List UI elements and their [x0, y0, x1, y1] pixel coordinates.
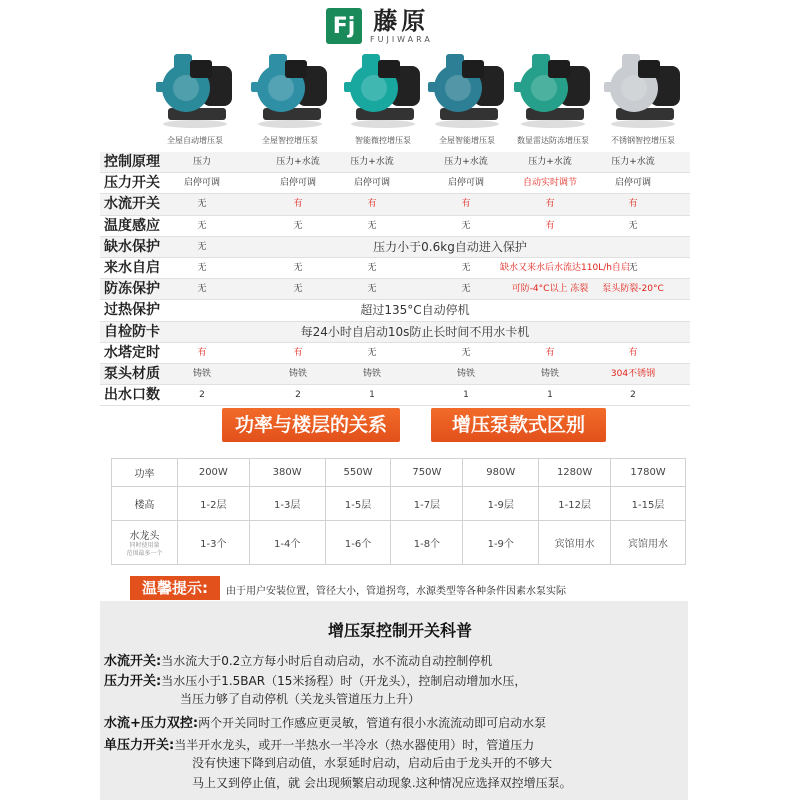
pump-product [598, 38, 688, 146]
table-row-power [112, 459, 686, 487]
science-title: 增压泵控制开关科普 [327, 621, 472, 640]
science-text: 当水流大于0.2立方每小时后自动启动，水不流动自动控制停机 [161, 654, 493, 668]
spec-row [100, 385, 690, 406]
tip-badge: 温馨提示: [130, 576, 220, 600]
science-key: 压力开关: [104, 674, 162, 689]
science-text: 当半开水龙头，或开一半热水一半冷水（热水器使用）时，管道压力 [174, 738, 535, 752]
spec-cell: 有 [545, 220, 555, 231]
spec-cell: 2 [199, 390, 205, 401]
spec-cell: 启停可调 [447, 178, 484, 189]
faucet-cell: 1-3个 [177, 521, 249, 565]
spec-cell: 有 [545, 199, 555, 210]
spec-cell: 无 [461, 262, 471, 273]
spec-cell: 有 [293, 199, 303, 210]
spec-cell: 无 [461, 284, 471, 295]
spec-row-label: 水流开关 [104, 196, 160, 213]
spec-cell: 有 [197, 347, 207, 358]
spec-row-label: 出水口数 [104, 387, 160, 404]
pump-image [150, 38, 240, 130]
pump-label: 全屋智能增压泵 [439, 136, 495, 145]
spec-cell: 无 [367, 262, 377, 273]
spec-cell: 无 [367, 347, 377, 358]
spec-cell: 铸铁 [540, 368, 559, 379]
spec-cell: 铸铁 [288, 368, 307, 379]
spec-cell: 压力+水流 [350, 157, 394, 167]
spec-row [100, 173, 690, 194]
science-line [104, 670, 526, 689]
floor-cell: 1-9层 [463, 487, 539, 521]
spec-cell: 无 [197, 262, 207, 273]
floor-cell: 1-3层 [249, 487, 325, 521]
science-line: 没有快速下降到启动值，水泵延时启动，启动后由于龙头开的不够大 [192, 756, 553, 770]
spec-cell: 可防-4°C以上 冻裂 [511, 284, 589, 295]
pump-label: 不锈钢智控增压泵 [611, 136, 675, 145]
spec-cell: 无 [367, 220, 377, 231]
power-cell: 550W [325, 459, 391, 487]
spec-cell: 压力+水流 [611, 157, 655, 167]
spec-cell: 无 [367, 284, 377, 295]
spec-cell: 2 [630, 390, 636, 401]
pump-label: 数显雷达防冻增压泵 [517, 136, 589, 145]
power-cell: 1280W [539, 459, 611, 487]
spec-row-label: 控制原理 [104, 154, 160, 170]
spec-row [100, 300, 690, 321]
spec-span-cell: 超过135°C自动停机 [360, 303, 470, 318]
spec-cell: 缺水又来水后水流达110L/h自启 [500, 262, 630, 273]
row-label-faucets [112, 521, 178, 565]
science-line [104, 712, 546, 731]
spec-row [100, 343, 690, 364]
faucet-cell: 1-8个 [391, 521, 463, 565]
pump-image [338, 38, 428, 130]
power-floor-button[interactable]: 功率与楼层的关系 [222, 408, 400, 442]
table-row-faucets [112, 521, 686, 565]
faucet-cell: 1-6个 [325, 521, 391, 565]
spec-cell: 无 [461, 347, 471, 358]
science-line [104, 734, 534, 753]
faucet-label: 水龙头 [129, 531, 160, 542]
spec-cell: 有 [545, 347, 555, 358]
pump-product [508, 38, 598, 146]
spec-cell: 有 [367, 199, 377, 210]
spec-span-cell: 每24小时自启动10s防止长时间不用水卡机 [300, 324, 530, 339]
pump-product [245, 38, 335, 146]
power-cell: 1780W [611, 459, 686, 487]
pump-image [245, 38, 335, 130]
science-line [104, 650, 492, 669]
floor-cell: 1-12层 [539, 487, 611, 521]
power-cell: 200W [177, 459, 249, 487]
spec-cell: 1 [463, 390, 469, 401]
spec-cell: 1 [369, 390, 375, 401]
spec-row-label: 缺水保护 [104, 238, 160, 255]
spec-row-label: 温度感应 [104, 217, 160, 234]
science-key: 水流+压力双控: [104, 716, 199, 731]
power-floor-table [111, 458, 686, 565]
spec-cell: 无 [197, 284, 207, 295]
spec-row-label: 水塔定时 [104, 344, 160, 361]
science-key: 水流开关: [104, 654, 162, 669]
faucet-cell: 宾馆用水 [611, 521, 686, 565]
spec-row [100, 322, 690, 343]
spec-cell: 无 [461, 220, 471, 231]
pump-styles-button[interactable]: 增压泵款式区别 [431, 408, 606, 442]
spec-cell: 自动实时调节 [522, 178, 577, 189]
spec-row-label: 泵头材质 [104, 365, 160, 382]
spec-cell: 无 [197, 220, 207, 231]
pump-label: 智能微控增压泵 [355, 136, 411, 145]
spec-cell: 泵头防裂-20°C [602, 284, 664, 295]
spec-row-label: 防冻保护 [104, 281, 160, 298]
spec-row-label: 自检防卡 [104, 323, 160, 340]
spec-cell: 铸铁 [192, 368, 211, 379]
faucet-cell: 宾馆用水 [539, 521, 611, 565]
spec-row [100, 279, 690, 300]
floor-cell: 1-7层 [391, 487, 463, 521]
science-key: 单压力开关: [104, 738, 175, 753]
brand-name-en: FUJIWARA [370, 35, 433, 44]
spec-cell: 压力+水流 [444, 157, 488, 167]
spec-cell: 铸铁 [362, 368, 381, 379]
spec-cell: 启停可调 [183, 178, 220, 189]
power-cell: 980W [463, 459, 539, 487]
spec-cell: 无 [197, 241, 207, 252]
science-line: 马上又到停止值，就 会出现频繁启动现象.这种情况应选择双控增压泵。 [192, 776, 572, 790]
pump-gallery [150, 38, 690, 146]
pump-image [422, 38, 512, 130]
pump-image [508, 38, 598, 130]
spec-cell: 启停可调 [614, 178, 651, 189]
spec-cell: 压力+水流 [276, 157, 320, 167]
spec-row-label: 过热保护 [104, 302, 160, 319]
spec-cell: 无 [293, 220, 303, 231]
faucet-cell: 1-4个 [249, 521, 325, 565]
spec-cell: 2 [295, 390, 301, 401]
spec-row-label: 压力开关 [104, 175, 160, 192]
spec-cell: 压力 [192, 157, 211, 167]
pump-image [598, 38, 688, 130]
table-row-floors [112, 487, 686, 521]
faucet-sub-2: 范围最多一个 [126, 550, 163, 557]
spec-cell: 无 [293, 284, 303, 295]
spec-row [100, 258, 690, 279]
row-label-floors: 楼高 [112, 487, 178, 521]
spec-row [100, 152, 690, 173]
spec-row-label: 来水自启 [104, 259, 160, 276]
spec-row [100, 194, 690, 215]
pump-label: 全屋智控增压泵 [262, 136, 318, 145]
spec-row [100, 364, 690, 385]
spec-cell: 有 [628, 347, 638, 358]
faucet-sub-1: 同时使用量 [129, 542, 160, 549]
pump-product [150, 38, 240, 146]
spec-cell: 压力+水流 [528, 157, 572, 167]
spec-span-cell: 压力小于0.6kg自动进入保护 [373, 239, 527, 254]
science-text: 两个开关同时工作感应更灵敏，管道有很小水流流动即可启动水泵 [198, 716, 547, 730]
spec-cell: 启停可调 [353, 178, 390, 189]
spec-cell: 304不锈钢 [610, 368, 656, 379]
brand-mark: Fj [326, 8, 362, 44]
spec-cell: 有 [461, 199, 471, 210]
spec-cell: 无 [628, 262, 638, 273]
floor-cell: 1-5层 [325, 487, 391, 521]
spec-table [100, 152, 690, 406]
faucet-cell: 1-9个 [463, 521, 539, 565]
spec-cell: 有 [628, 199, 638, 210]
spec-cell: 无 [197, 199, 207, 210]
pump-product [422, 38, 512, 146]
floor-cell: 1-2层 [177, 487, 249, 521]
spec-cell: 无 [628, 220, 638, 231]
brand-name-cn: 藤原 [373, 7, 430, 35]
spec-cell: 无 [293, 262, 303, 273]
spec-row [100, 216, 690, 237]
floor-cell: 1-15层 [611, 487, 686, 521]
power-cell: 380W [249, 459, 325, 487]
science-line: 当压力够了自动停机（关龙头管道压力上升） [180, 692, 421, 706]
spec-cell: 1 [547, 390, 553, 401]
spec-cell: 启停可调 [279, 178, 316, 189]
pump-label: 全屋自动增压泵 [167, 136, 223, 145]
spec-row [100, 237, 690, 258]
power-cell: 750W [391, 459, 463, 487]
tip-text: 由于用户安装位置，管径大小，管道拐弯，水源类型等各种条件因素水泵实际 [226, 586, 566, 597]
spec-cell: 有 [293, 347, 303, 358]
row-label-power: 功率 [112, 459, 178, 487]
spec-cell: 铸铁 [456, 368, 475, 379]
science-text: 当水压小于1.5BAR（15米扬程）时（开龙头），控制启动增加水压， [161, 674, 527, 688]
pump-product [338, 38, 428, 146]
